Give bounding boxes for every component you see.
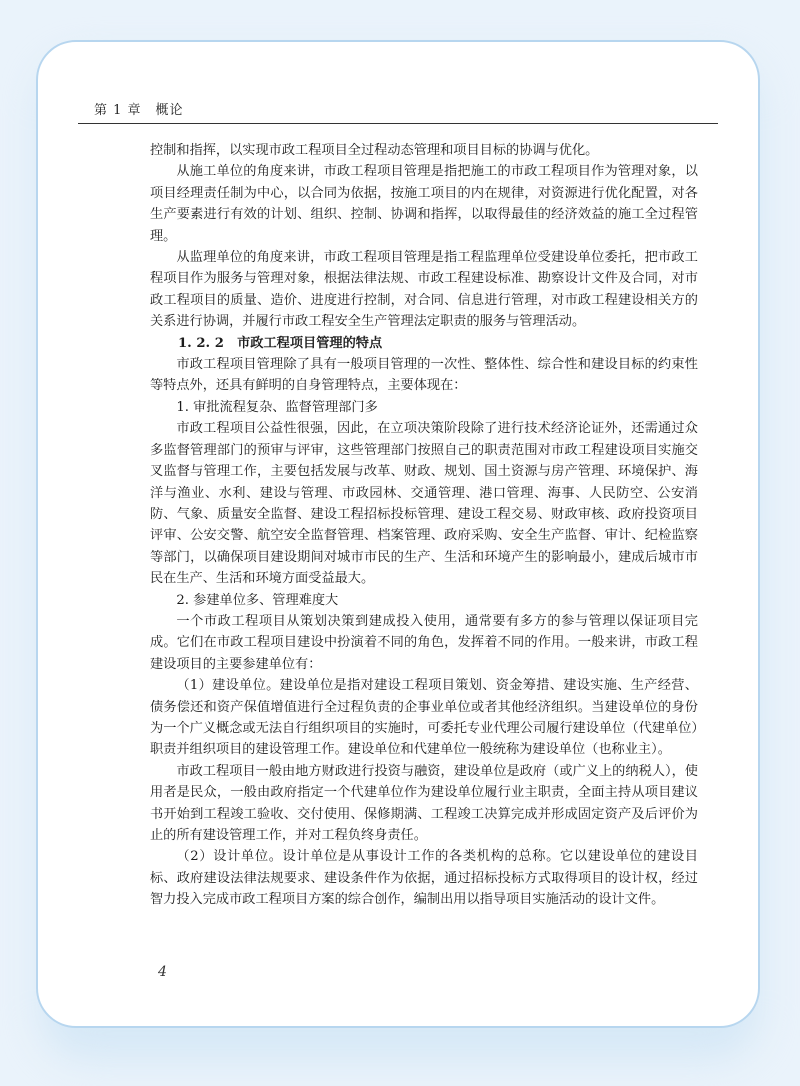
subheading: 1. 审批流程复杂、监督管理部门多 (176, 399, 378, 415)
paragraph: 从施工单位的角度来讲，市政工程项目管理是指把施工的市政工程项目作为管理对象，以项目经理责任制为中心，以合同为依据，按施工项目的内在规律，对资源进行优化配置，对各生产要素进行有效的计划、组织、控制、协调和指挥，以取得最佳的经济效益的施工全过程管理。 (150, 164, 698, 244)
paragraph: 市政工程项目一般由地方财政进行投资与融资，建设单位是政府（或广义上的纳税人），使用者是民众，一般由政府指定一个代建单位作为建设单位履行业主职责，全面主持从项目建议书开始到工程竣工验收、交付使用、保修期满、工程竣工决算完成并形成固定资产及后评价为止的所有建设管理工作，并对工程负终身责任。 (150, 763, 698, 843)
chapter-header: 第 1 章 概论 (94, 103, 184, 118)
paragraph: 控制和指挥，以实现市政工程项目全过程动态管理和项目目标的协调与优化。 (150, 143, 599, 158)
paragraph: 市政工程项目管理除了具有一般项目管理的一次性、整体性、综合性和建设目标的约束性等特点外，还具有鲜明的自身管理特点，主要体现在： (150, 357, 698, 394)
page-body (150, 140, 698, 911)
paragraph: 一个市政工程项目从策划决策到建成投入使用，通常要有多方的参与管理以保证项目完成。它们在市政工程项目建设中扮演着不同的角色，发挥着不同的作用。一般来讲，市政工程建设项目的主要参建单位有： (150, 613, 698, 672)
section-heading: 1. 2. 2 市政工程项目管理的特点 (178, 335, 383, 351)
paragraph: 市政工程项目公益性很强，因此，在立项决策阶段除了进行技术经济论证外，还需通过众多监督管理部门的预审与评审，这些管理部门按照自己的职责范围对市政工程建设项目实施交叉监督与管理工作，主要包括发展与改革、财政、规划、国土资源与房产管理、环境保护、海洋与渔业、水利、建设与管理、市政园林、交通管理、港口管理、海事、人民防空、公安消防、气象、质量安全监督、建设工程招标投标管理、建设工程交易、财政审核、政府投资项目评审、公安交警、航空安全监督管理、档案管理、政府采购、安全生产监督、审计、纪检监察等部门，以确保项目建设期间对城市市民的生产、生活和环境产生的影响最小，建成后城市市民在生产、生活和环境方面受益最大。 (150, 421, 698, 587)
page-card (36, 40, 760, 1028)
page-number: 4 (158, 964, 167, 980)
header-rule (78, 123, 718, 124)
paragraph: 从监理单位的角度来讲，市政工程项目管理是指工程监理单位受建设单位委托，把市政工程项目作为服务与管理对象，根据法律法规、市政工程建设标准、勘察设计文件及合同，对市政工程项目的质量、造价、进度进行控制，对合同、信息进行管理，对市政工程建设相关方的关系进行协调，并履行市政工程安全生产管理法定职责的服务与管理活动。 (150, 250, 698, 330)
paragraph: （1）建设单位。建设单位是指对建设工程项目策划、资金筹措、建设实施、生产经营、债务偿还和资产保值增值进行全过程负责的企事业单位或者其他经济组织。当建设单位的身份为一个广义概念或无法自行组织项目的实施时，可委托专业代理公司履行建设单位（代建单位）职责并组织项目的建设管理工作。建设单位和代建单位一般统称为建设单位（也称业主）。 (150, 678, 698, 758)
subheading: 2. 参建单位多、管理难度大 (176, 592, 339, 608)
paragraph: （2）设计单位。设计单位是从事设计工作的各类机构的总称。它以建设单位的建设目标、政府建设法律法规要求、建设条件作为依据，通过招标投标方式取得项目的设计权，经过智力投入完成市政工程项目方案的综合创作，编制出用以指导项目实施活动的设计文件。 (150, 849, 698, 908)
